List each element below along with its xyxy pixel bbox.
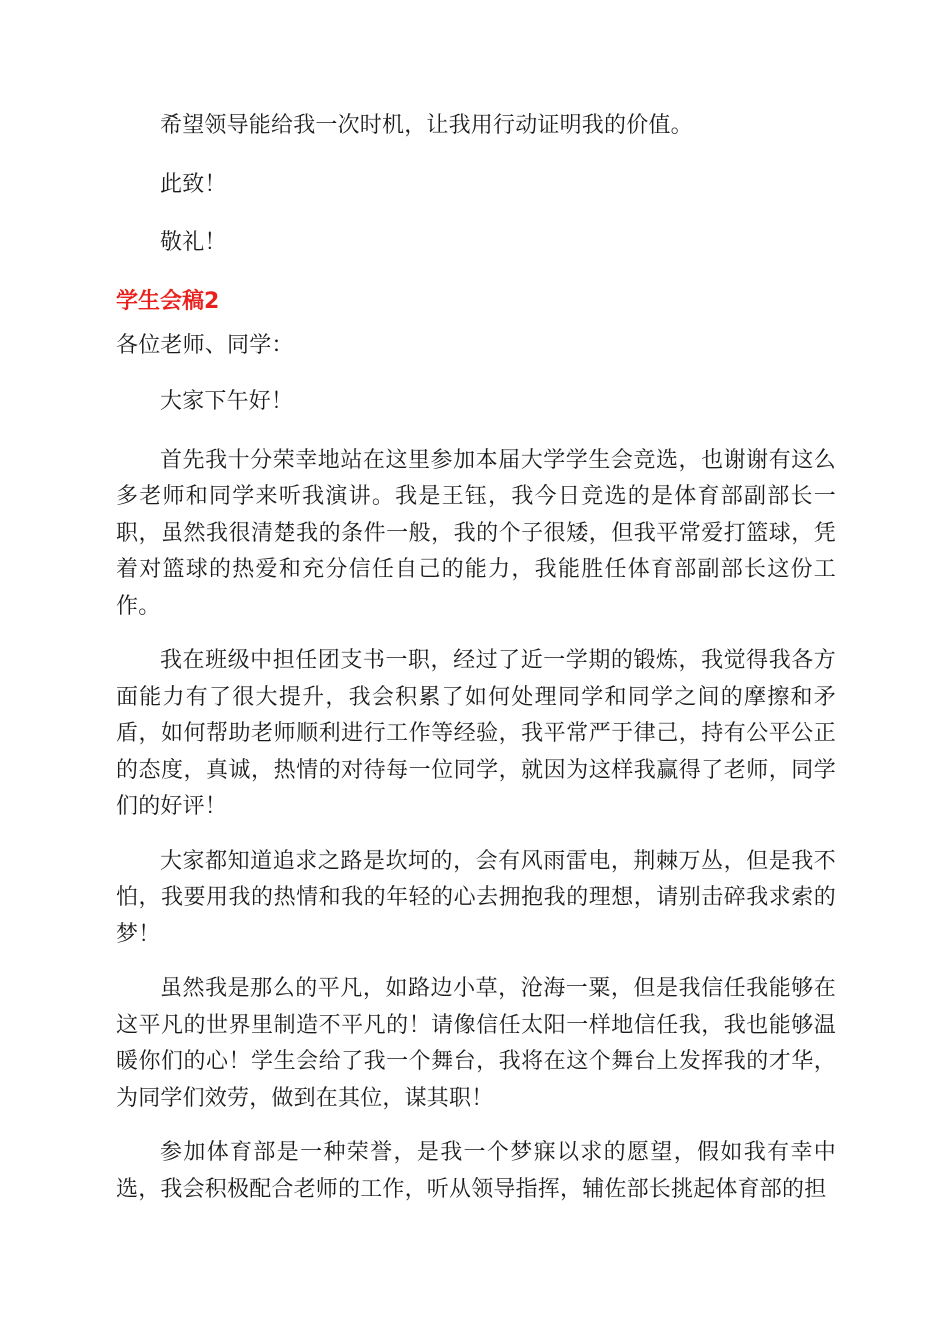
greeting: 大家下午好！: [160, 389, 294, 414]
paragraph-2: 我在班级中担任团支书一职，经过了近一学期的锻炼，我觉得我各方面能力有了很大提升，我会积累了如何处理同学和同学之间的摩擦和矛盾，如何帮助老师顺利进行工作等经验，我平常严于律己，持有公平公正的态度，真诚，热情的对待每一位同学，就因为这样我赢得了老师，同学们的好评！: [116, 648, 836, 819]
paragraph-5: 参加体育部是一种荣誉，是我一个梦寐以求的愿望，假如我有幸中选，我会积极配合老师的工作，听从领导指挥，辅佐部长挑起体育部的担: [116, 1140, 836, 1202]
closing-jingli-line: 敬礼！: [160, 230, 227, 255]
document-body: [116, 108, 836, 1226]
closing-hope-line: 希望领导能给我一次时机，让我用行动证明我的价值。: [160, 113, 693, 138]
paragraph-4: 虽然我是那么的平凡，如路边小草，沧海一粟，但是我信任我能够在这平凡的世界里制造不平凡的！请像信任太阳一样地信任我，我也能够温暖你们的心！学生会给了我一个舞台，我将在这个舞台上发挥我的才华，为同学们效劳，做到在其位，谋其职！: [116, 976, 836, 1111]
section-heading: 学生会稿2: [116, 288, 220, 314]
paragraph-1: 首先我十分荣幸地站在这里参加本届大学学生会竞选，也谢谢有这么多老师和同学来听我演讲。我是王钰，我今日竞选的是体育部副部长一职，虽然我很清楚我的条件一般，我的个子很矮，但我平常爱打篮球，凭着对篮球的热爱和充分信任自己的能力，我能胜任体育部副部长这份工作。: [116, 447, 836, 619]
salutation: 各位老师、同学：: [116, 332, 294, 358]
paragraph-3: 大家都知道追求之路是坎坷的，会有风雨雷电，荆棘万丛，但是我不怕，我要用我的热情和我的年轻的心去拥抱我的理想，请别击碎我求索的梦！: [116, 848, 836, 947]
closing-cizhi-line: 此致！: [160, 171, 227, 197]
